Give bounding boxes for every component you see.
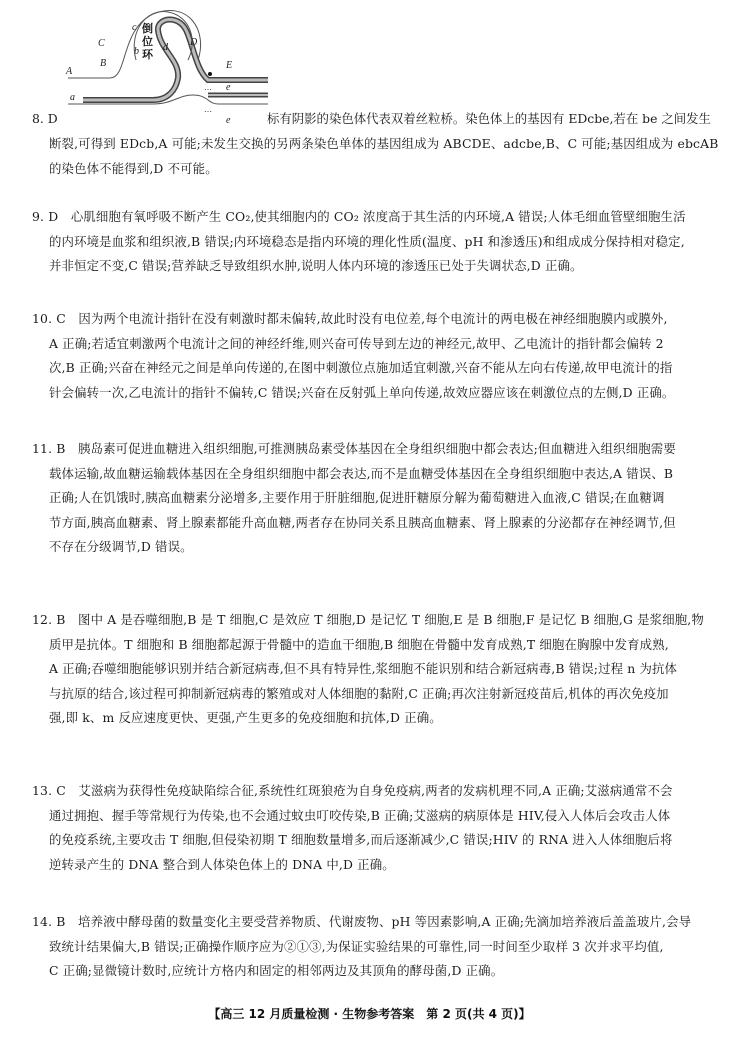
q9-line-1: 9. D 心肌细胞有氧呼吸不断产生 CO₂,使其细胞内的 CO₂ 浓度高于其生活的内环境,A 错误;人体毛细血管壁细胞生活 xyxy=(32,209,686,224)
svg-text:…: … xyxy=(204,83,212,92)
q8-line-3: 的染色体不能得到,D 不可能。 xyxy=(49,160,218,176)
label-c: c xyxy=(132,22,137,33)
q9-block xyxy=(32,205,714,279)
q13-line-1: 13. C 艾滋病为获得性免疫缺陷综合征,系统性红斑狼疮为自身免疫病,两者的发病机理不同,A 正确;艾滋病通常不会 xyxy=(32,783,673,798)
q11-line-2: 载体运输,故血糖运输载体基因在全身组织细胞中都会表达,而不是血糖受体基因在全身组织细胞中表达,A 错误、B xyxy=(49,465,674,481)
q12-line-4: 与抗原的结合,该过程可抑制新冠病毒的繁殖或对人体细胞的黏附,C 正确;再次注射新冠疫苗后,机体的再次免疫加 xyxy=(49,685,669,701)
inversion-loop-figure xyxy=(58,0,278,128)
q11-line-4: 节方面,胰高血糖素、肾上腺素都能升高血糖,两者存在协同关系且胰高血糖素、肾上腺素的分泌都存在神经调节,但 xyxy=(49,514,676,530)
label-d: d xyxy=(163,42,168,53)
page-footer: 【高三 12 月质量检测 · 生物参考答案 第 2 页(共 4 页)】 xyxy=(208,1007,531,1021)
q8-line-2: 断裂,可得到 EDcb,A 可能;未发生交换的另两条染色单体的基因组成为 ABCDE、adcbe,B、C 可能;基因组成为 ebcAB xyxy=(49,136,719,151)
q8-block xyxy=(32,132,719,181)
q13-line-2: 通过拥抱、握手等常规行为传染,也不会通过蚊虫叮咬传染,B 正确;艾滋病的病原体是 HIV,侵入人体后会攻击人体 xyxy=(49,807,671,823)
q11-line-1: 11. B 胰岛素可促进血糖进入组织细胞,可推测胰岛素受体基因在全身组织细胞中都会表达;但血糖进入组织细胞需要 xyxy=(32,441,676,456)
label-D: D xyxy=(190,37,198,48)
label-b: b xyxy=(134,46,139,57)
loop-text-2: 位 xyxy=(142,35,153,48)
inversion-loop-diagram xyxy=(58,0,278,128)
q10-line-2: A 正确;若适宜刺激两个电流计之间的神经纤维,则兴奋可传导到左边的神经元,故甲、乙电流计的指针都会偏转 2 xyxy=(49,335,664,351)
q14-line-3: C 正确;显微镜计数时,应统计方格内和固定的相邻两边及其顶角的酵母菌,D 正确。 xyxy=(49,963,504,979)
label-a: a xyxy=(70,92,75,103)
label-B: B xyxy=(100,58,107,69)
label-e-top: e xyxy=(226,82,231,93)
q14-block xyxy=(32,910,714,984)
q10-line-3: 次,B 正确;兴奋在神经元之间是单向传递的,在图中刺激位点施加适宜刺激,兴奋不能从左向右传递,故甲电流计的指 xyxy=(49,360,673,376)
q11-block xyxy=(32,437,714,560)
q8-number: 8. D xyxy=(32,111,58,126)
q10-line-4: 针会偏转一次,乙电流计的指针不偏转,C 错误;兴奋在反射弧上单向传递,故效应器应该在刺激位点的左侧,D 正确。 xyxy=(49,384,675,400)
q11-line-3: 正确;人在饥饿时,胰高血糖素分泌增多,主要作用于肝脏细胞,促进肝糖原分解为葡萄糖进入血液,C 错误;在血糖调 xyxy=(49,490,665,506)
q11-line-5: 不存在分级调节,D 错误。 xyxy=(49,539,193,555)
svg-text:…: … xyxy=(204,105,212,114)
q13-line-4: 逆转录产生的 DNA 整合到人体染色体上的 DNA 中,D 正确。 xyxy=(49,856,395,872)
q12-line-2: 质甲是抗体。T 细胞和 B 细胞都起源于骨髓中的造血干细胞,B 细胞在骨髓中发育成熟,T 细胞在胸腺中发育成熟, xyxy=(49,636,669,652)
q12-line-1: 12. B 图中 A 是吞噬细胞,B 是 T 细胞,C 是效应 T 细胞,D 是记忆 T 细胞,E 是 B 细胞,F 是记忆 B 细胞,G 是浆细胞,物 xyxy=(32,612,704,627)
q14-line-1: 14. B 培养液中酵母菌的数量变化主要受营养物质、代谢废物、pH 等因素影响,A 正确;先滴加培养液后盖盖玻片,会导 xyxy=(32,914,692,929)
loop-text-3: 环 xyxy=(142,48,153,61)
q9-line-3: 并非恒定不变,C 错误;营养缺乏导致组织水肿,说明人体内环境的渗透压已处于失调状态,D 正确。 xyxy=(49,258,583,274)
q13-block xyxy=(32,779,714,877)
label-e-bottom: e xyxy=(226,115,231,126)
q13-line-3: 的免疫系统,主要攻击 T 细胞,但侵染初期 T 细胞数量增多,而后逐渐减少,C 错误;HIV 的 RNA 进入人体细胞后将 xyxy=(49,832,673,848)
label-E: E xyxy=(226,60,233,71)
label-C: C xyxy=(98,38,105,49)
q9-line-2: 的内环境是血浆和组织液,B 错误;内环境稳态是指内环境的理化性质(温度、pH 和渗透压)和组成成分保持相对稳定, xyxy=(49,233,685,249)
q8-line-1: 标有阴影的染色体代表双着丝粒桥。染色体上的基因有 EDcbe,若在 be 之间发生 xyxy=(267,111,711,126)
q12-line-5: 强,即 k、m 反应速度更快、更强,产生更多的免疫细胞和抗体,D 正确。 xyxy=(49,710,442,726)
q14-line-2: 致统计结果偏大,B 错误;正确操作顺序应为②①③,为保证实验结果的可靠性,同一时间至少取样 3 次并求平均值, xyxy=(49,938,664,954)
q10-line-1: 10. C 因为两个电流计指针在没有刺激时都未偏转,故此时没有电位差,每个电流计的两电极在神经细胞膜内或膜外, xyxy=(32,311,668,326)
q12-block xyxy=(32,608,714,731)
q12-line-3: A 正确;吞噬细胞能够识别并结合新冠病毒,但不具有特异性,浆细胞不能识别和结合新冠病毒,B 错误;过程 n 为抗体 xyxy=(49,661,678,677)
label-A: A xyxy=(66,66,73,77)
q10-block xyxy=(32,307,714,405)
loop-text-1: 倒 xyxy=(142,22,153,35)
